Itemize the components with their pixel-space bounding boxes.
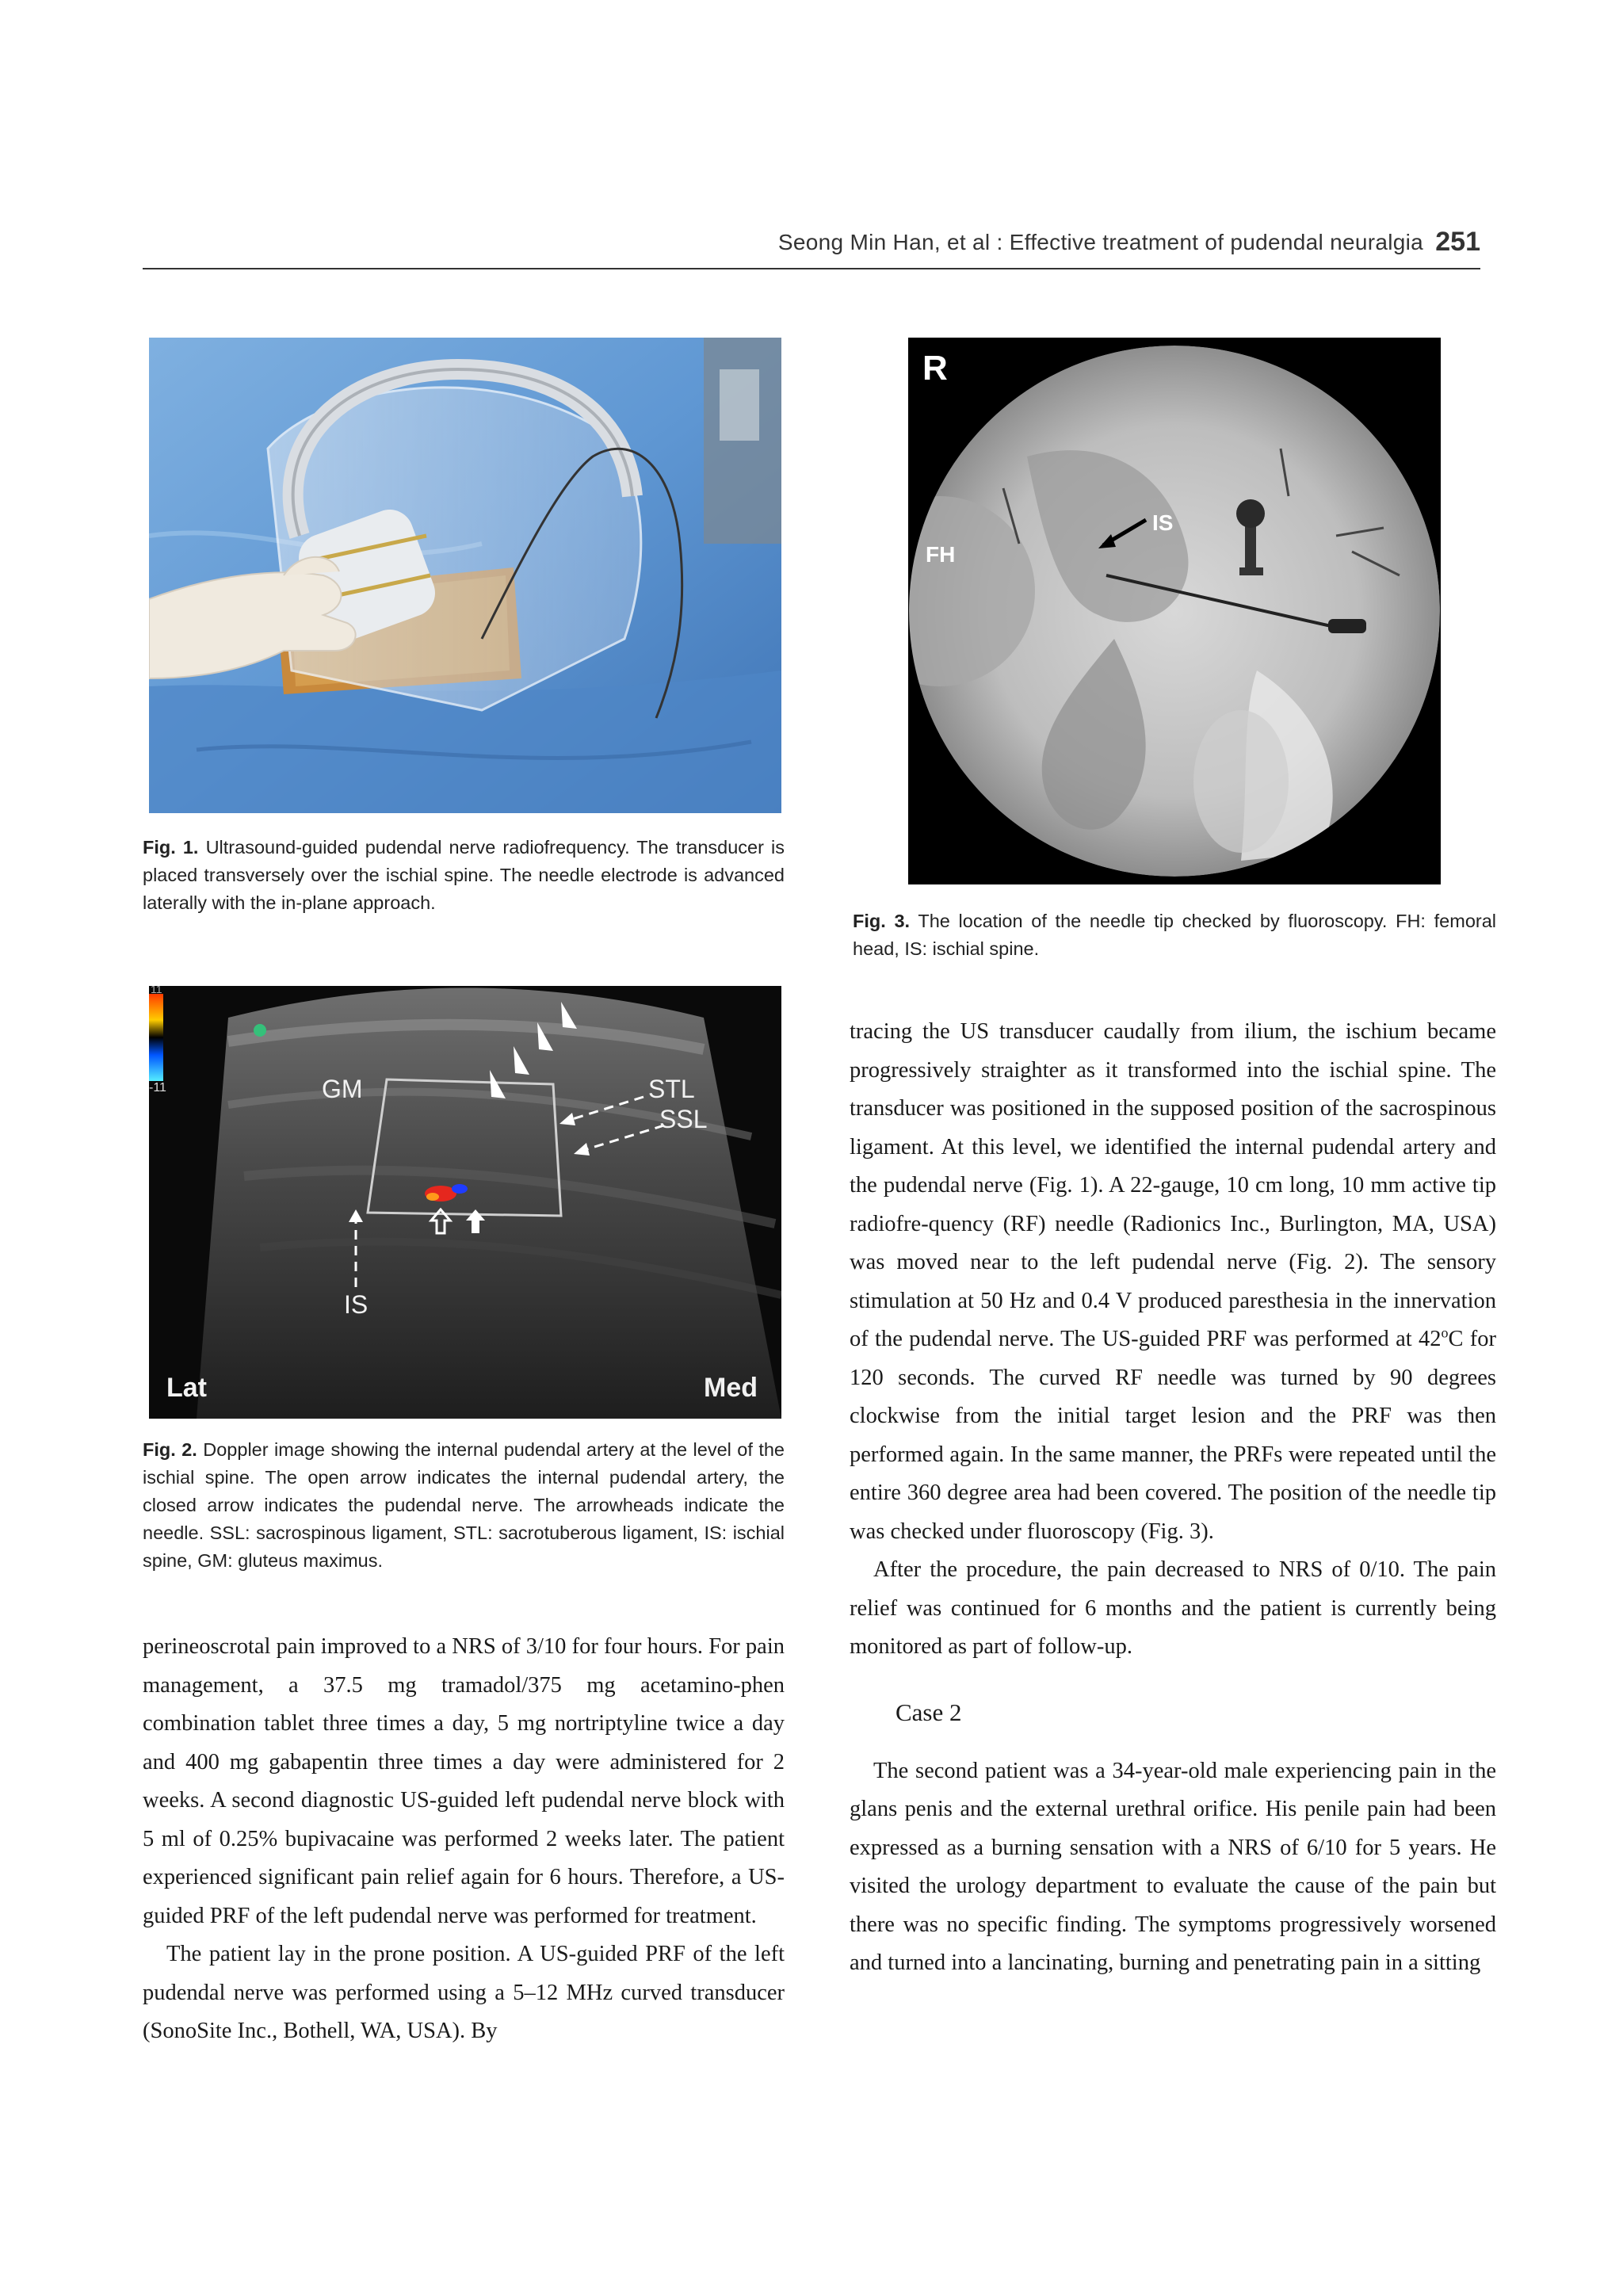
right-paragraph-2: After the procedure, the pain decreased to NRS of 0/10. The pain relief was continued for 6 months and the patient is currently being monitored as part of follow-up.: [850, 1557, 1496, 1659]
fig3-label-is: IS: [1152, 510, 1174, 535]
running-title: Seong Min Han, et al : Effective treatment of pudendal neuralgia: [777, 230, 1423, 254]
left-paragraph-1: perineoscrotal pain improved to a NRS of 3/10 for four hours. For pain management, a 37.5 mg tramadol/375 mg acetamino-phen combination tablet three times a day, 5 mg nortriptyline twice a day and 400 mg gabapentin three times a day were administered for 2 weeks. A second diagnostic US-guided left pudendal nerve block with 5 ml of 0.25% bupivacaine was performed 2 weeks later. The patient experienced significant pain relief again for 6 hours. Therefore, a US-guided PRF of the left pudendal nerve was performed for treatment.: [143, 1634, 785, 1928]
right-paragraph-1b: C for 120 seconds. The curved RF needle was turned by 90 degrees clockwise from the initial target lesion and the PRF was then performed again. In the same manner, the PRFs were repeated until the entire 360 degree area had been covered. The position of the needle tip was checked under fluoroscopy (Fig. 3).: [850, 1327, 1497, 1544]
page-number: 251: [1435, 227, 1480, 257]
fig3-caption: [853, 907, 1496, 963]
fig2-scale-bottom: -11: [149, 1081, 166, 1095]
fig3-caption-text: The location of the needle tip checked by fluoroscopy. FH: femoral head, IS: ischial spine.: [853, 911, 1496, 959]
fig2-label: Fig. 2.: [143, 1439, 197, 1460]
fig2-caption-text: Doppler image showing the internal pudendal artery at the level of the ischial spine. The open arrow indicates the internal pudendal artery, the closed arrow indicates the pudendal nerve. The arrowheads indicate the needle. SSL: sacrospinous ligament, STL: sacrotuberous ligament, IS: ischial spine, GM: gluteus maximus.: [143, 1439, 785, 1571]
fig1-caption: [143, 834, 785, 917]
right-paragraph-1a: tracing the US transducer caudally from ilium, the ischium became progressively straighter as it transformed into the ischial spine. The transducer was positioned in the supposed position of the sacrospinous ligament. At this level, we identified the internal pudendal artery and the pudendal nerve (Fig. 1). A 22-gauge, 10 cm long, 10 mm active tip radiofre-quency (RF) needle (Radionics Inc., Burlington, MA, USA) was moved near to the left pudendal nerve (Fig. 2). The sensory stimulation at 50 Hz and 0.4 V produced paresthesia in the innervation of the pudendal nerve. The US-guided PRF was performed at 42: [850, 1019, 1496, 1351]
fig1-caption-text: Ultrasound-guided pudendal nerve radiofrequency. The transducer is placed transversely over the ischial spine. The needle electrode is advanced laterally with the in-plane approach.: [143, 837, 785, 913]
fig2-doppler: [149, 986, 781, 1419]
fig2-caption: [143, 1436, 785, 1575]
fig3-fluoroscopy: [908, 338, 1441, 884]
fig1-photo: [149, 338, 781, 813]
fig3-label: Fig. 3.: [853, 911, 911, 931]
right-paragraph-1: [850, 1013, 1496, 1551]
left-column: [143, 1628, 785, 2051]
fig2-label-stl: STL: [648, 1075, 695, 1103]
fig1-label: Fig. 1.: [143, 837, 199, 858]
degree-superscript: o: [1441, 1324, 1449, 1341]
fig2-illustration: [149, 986, 781, 1419]
fig2-label-gm: GM: [322, 1075, 363, 1103]
fig3-label-fh: FH: [926, 542, 956, 567]
right-column: [850, 1013, 1496, 1983]
fig1-illustration: [149, 338, 781, 813]
fig2-label-med: Med: [704, 1373, 758, 1403]
right-paragraph-3: The second patient was a 34-year-old male experiencing pain in the glans penis and the external urethral orifice. His penile pain had been expressed as a burning sensation with a NRS of 6/10 for 5 years. He visited the urology department to evaluate the cause of the pain but there was no specific finding. The symptoms progressively worsened and turned into a lancinating, burning and penetrating pain in a sitting: [850, 1758, 1496, 1975]
left-paragraph-2: The patient lay in the prone position. A US-guided PRF of the left pudendal nerve was performed using a 5–12 MHz curved transducer (SonoSite Inc., Bothell, WA, USA). By: [143, 1942, 785, 2043]
fig3-label-r: R: [922, 349, 948, 388]
fig2-scale-top: 11: [151, 986, 162, 995]
fig2-label-is: IS: [344, 1290, 369, 1319]
running-header: [143, 228, 1480, 269]
fig2-label-ssl: SSL: [659, 1105, 708, 1133]
fig3-illustration: [908, 338, 1441, 884]
fig2-label-lat: Lat: [166, 1373, 207, 1403]
case-2-heading: Case 2: [896, 1698, 962, 1726]
